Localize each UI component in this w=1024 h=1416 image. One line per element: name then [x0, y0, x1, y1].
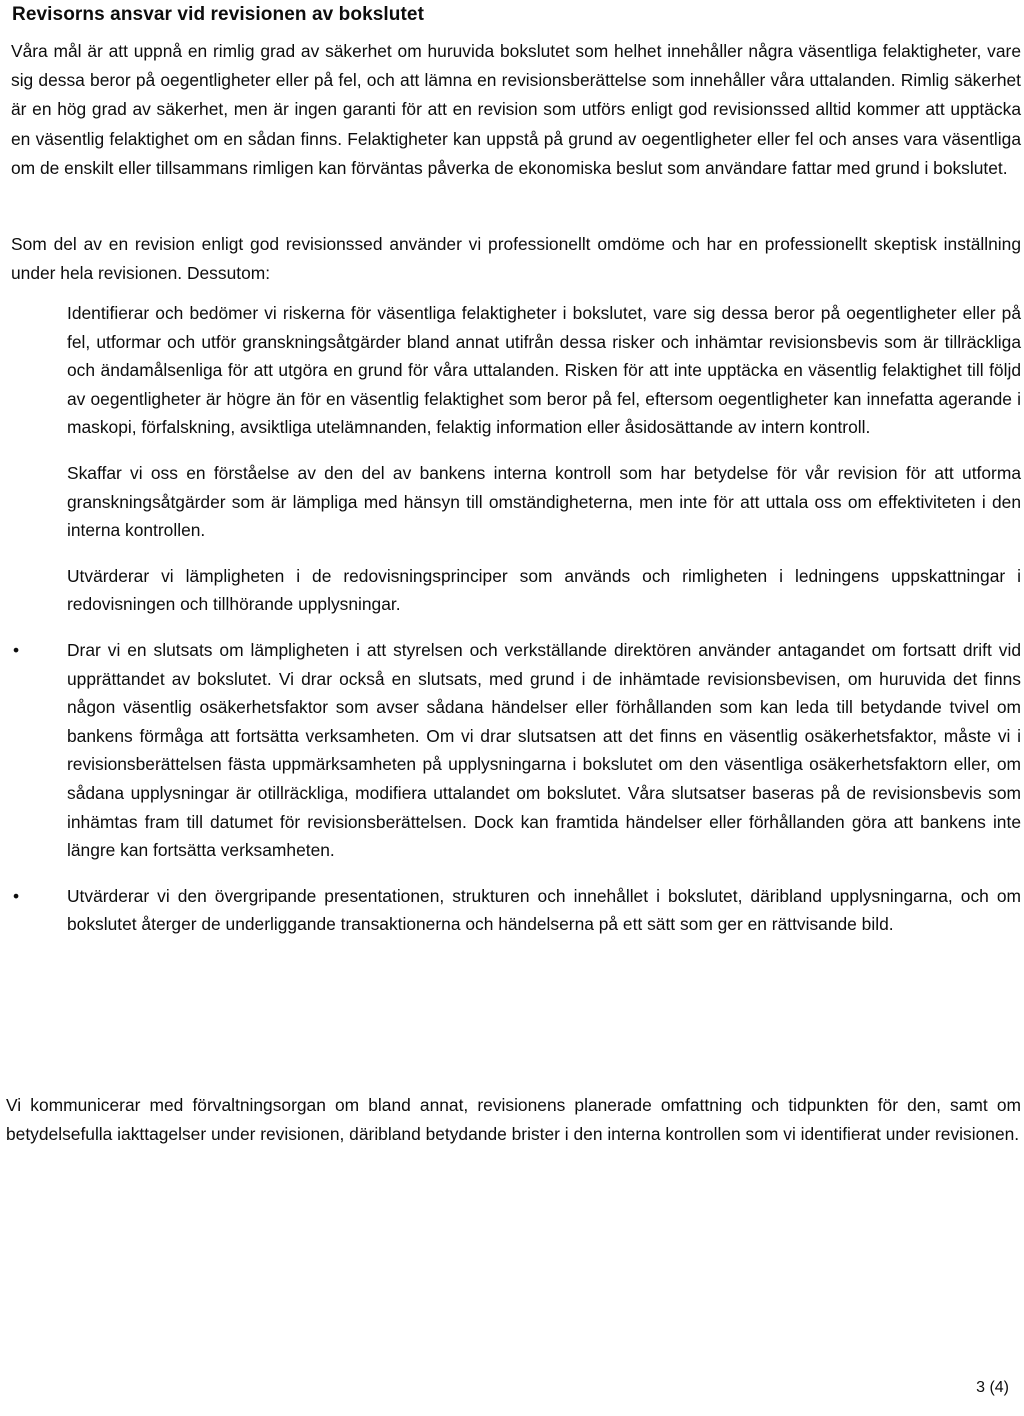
paragraph-professional-judgement: Som del av en revision enligt god revisionssed använder vi professionellt omdöme och har en professionellt skeptisk inställning under hela revisionen. Dessutom: [11, 234, 1021, 284]
list-item-text: Drar vi en slutsats om lämpligheten i att styrelsen och verkställande direktören använder antagandet om fortsatt drift vid upprättandet av bokslutet. Vi drar också en slutsats, med grund i de inhämtade revisionsbevisen, om huruvida det finns någon väsentlig osäkerhetsfaktor som avser sådana händelser eller förhållanden som kan leda till betydande tvivel om bankens förmåga att fortsätta verksamheten. Om vi drar slutsatsen att det finns en väsentlig osäkerhetsfaktor, måste vi i revisionsberättelsen fästa uppmärksamheten på upplysningarna i bokslutet om den väsentliga osäkerhetsfaktorn eller, om sådana upplysningar är otillräckliga, modifiera uttalandet om bokslutet. Våra slutsatser baseras på de revisionsbevis som inhämtas fram till datumet för revisionsberättelsen. Dock kan framtida händelser eller förhållanden göra att bankens inte längre kan fortsätta verksamheten. [67, 639, 1021, 861]
bullet-icon: • [12, 885, 20, 906]
paragraph-communication: Vi kommunicerar med förvaltningsorgan om bland annat, revisionens planerade omfattning och tidpunkten för den, samt om betydelsefulla iakttagelser under revisionen, däribland betydande brister i den interna kontrollen som vi identifierat under revisionen. [6, 1095, 1021, 1145]
list-item-text: Identifierar och bedömer vi riskerna för väsentliga felaktigheter i bokslutet, vare sig dessa beror på oegentligheter eller på fel, utformar och utför granskningsåtgärder bland annat utifrån dessa risker och inhämtar revisionsbevis som är tillräckliga och ändamålsenliga för att utgöra en grund för våra uttalanden. Risken för att inte upptäcka en väsentlig felaktighet till följd av oegentligheter är högre än för en väsentlig felaktighet som beror på fel, eftersom oegentligheter kan innefatta agerande i maskopi, förfalskning, avsiktliga utelämnanden, felaktig information eller åsidosättande av intern kontroll. [67, 303, 1021, 438]
list-item [0, 562, 1021, 619]
list-item [0, 459, 1021, 545]
section-heading: Revisorns ansvar vid revisionen av bokslutet [12, 4, 425, 25]
list-item-text: Skaffar vi oss en förståelse av den del av bankens interna kontroll som har betydelse för vår revision för att utforma granskningsåtgärder som är lämpliga med hänsyn till omständigheterna, men inte för att uttala oss om effektiviteten i den interna kontrollen. [67, 462, 1021, 541]
paragraph-audit-objectives: Våra mål är att uppnå en rimlig grad av säkerhet om huruvida bokslutet som helhet innehåller några väsentliga felaktigheter, vare sig dessa beror på oegentligheter eller på fel, och att lämna en revisionsberättelse som innehåller våra uttalanden. Rimlig säkerhet är en hög grad av säkerhet, men är ingen garanti för att en revision som utförs enligt god revisionssed alltid kommer att upptäcka en väsentlig felaktighet om en sådan finns. Felaktigheter kan uppstå på grund av oegentligheter eller fel och anses vara väsentliga om de enskilt eller tillsammans rimligen kan förväntas påverka de ekonomiska beslut som användare fattar med grund i bokslutet. [11, 41, 1021, 178]
list-item-text: Utvärderar vi den övergripande presentationen, strukturen och innehållet i bokslutet, däribland upplysningarna, och om bokslutet återger de underliggande transaktionerna och händelserna på ett sätt som ger en rättvisande bild. [67, 885, 1021, 935]
list-item [0, 636, 1021, 865]
list-item [0, 882, 1021, 939]
list-item-text: Utvärderar vi lämpligheten i de redovisningsprinciper som används och rimligheten i ledningens uppskattningar i redovisningen och tillhörande upplysningar. [67, 565, 1021, 615]
list-item [0, 299, 1021, 442]
audit-procedures-list [0, 299, 1024, 956]
page-number: 3 (4) [976, 1379, 1009, 1396]
bullet-icon: • [12, 639, 20, 660]
